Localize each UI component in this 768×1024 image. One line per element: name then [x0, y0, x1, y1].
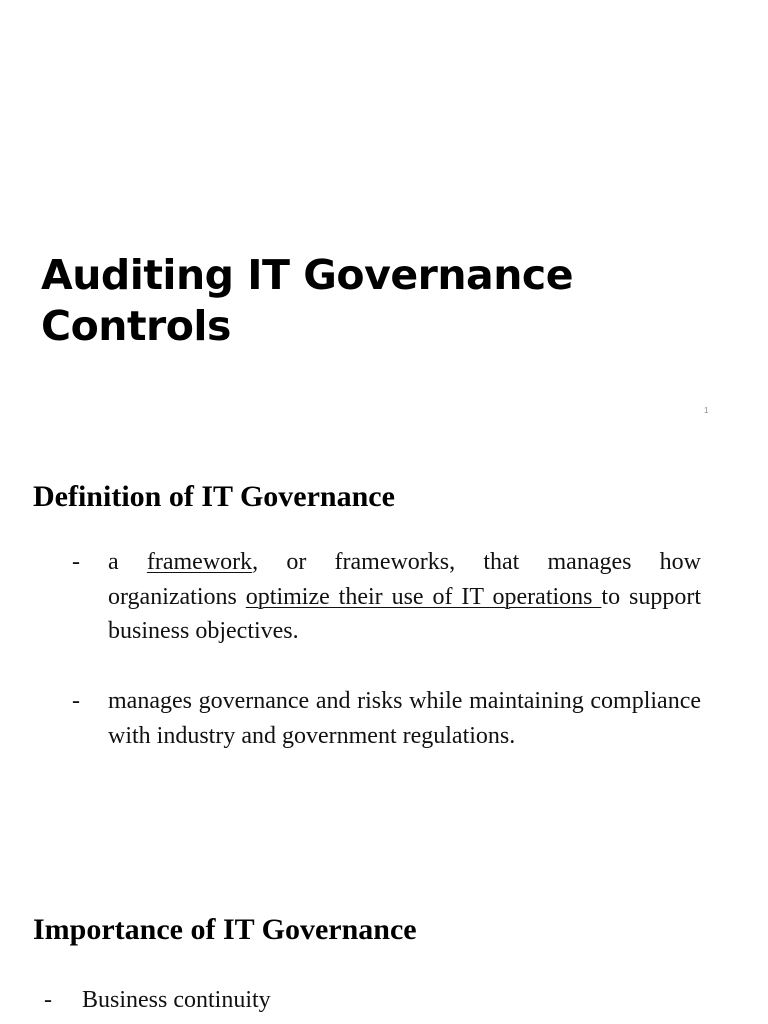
page-number: 1 [704, 406, 709, 415]
bullet-dash: - [72, 688, 80, 714]
bullet-dash: - [72, 549, 80, 575]
text-fragment: a [108, 549, 147, 575]
bullet-dash: - [44, 987, 52, 1013]
underlined-phrase-optimize: optimize their use of IT operations [245, 583, 602, 610]
section-heading-importance: Importance of IT Governance [33, 913, 417, 946]
slide-title: Auditing IT Governance Controls [41, 251, 574, 350]
underlined-term-framework: framework [146, 549, 253, 575]
bullet-text: manages governance and risks while maintaining compliance with industry and government regulations. [108, 688, 701, 749]
bullet-text: Business continuity [82, 987, 271, 1013]
text-fragment: , or frameworks, that manages how organizations [108, 549, 702, 610]
bullet-text [108, 545, 701, 649]
text-fragment: to support business objectives. [108, 583, 702, 644]
section-heading-definition: Definition of IT Governance [33, 480, 395, 513]
